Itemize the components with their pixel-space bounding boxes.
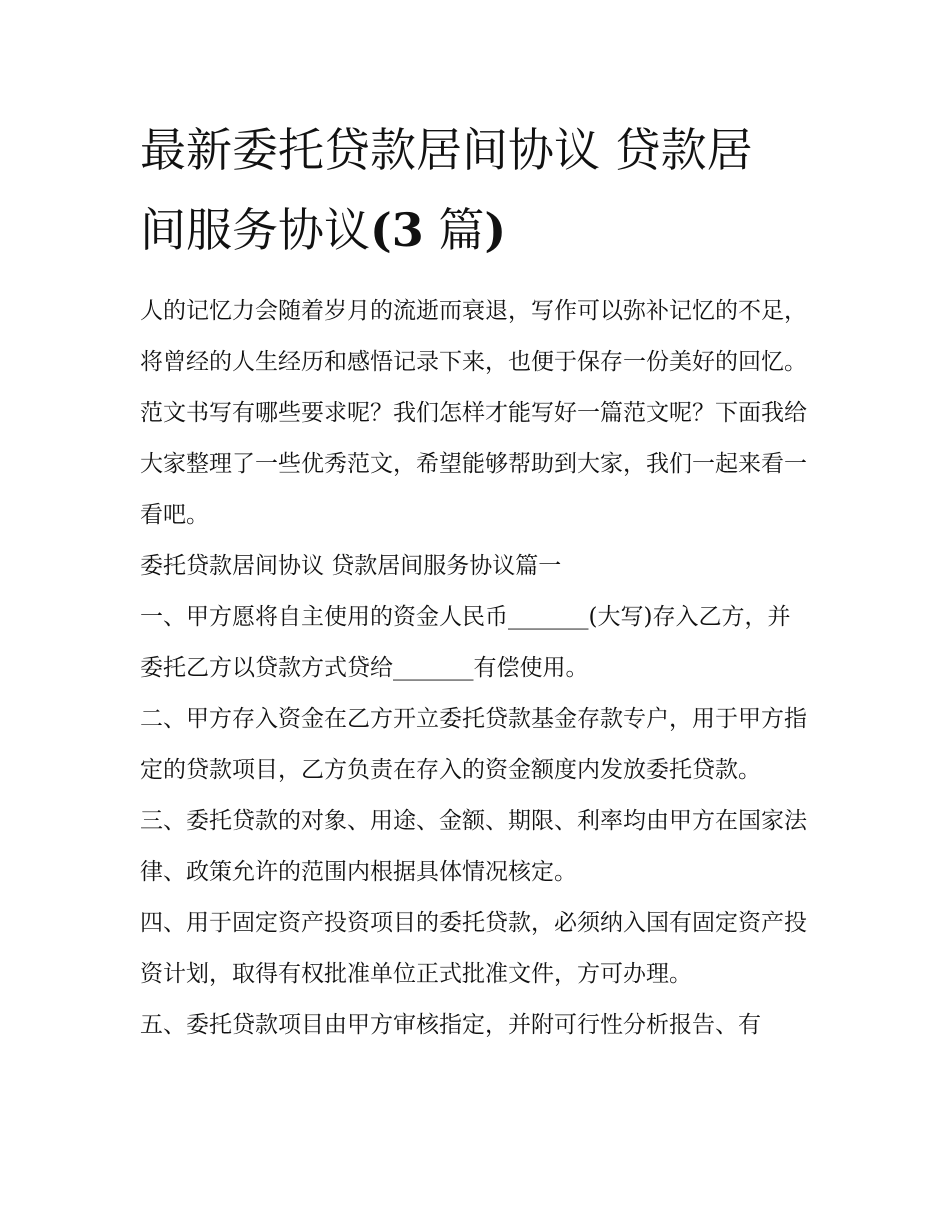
- title-line-2: [140, 203, 506, 257]
- clause-4: 四、用于固定资产投资项目的委托贷款，必须纳入国有固定资产投资计划，取得有权批准单位正式批准文件，方可办理。: [140, 910, 807, 987]
- title-count-unit: 篇: [438, 203, 485, 257]
- clause-3: 三、委托贷款的对象、用途、金额、期限、利率均由甲方在国家法律、政策允许的范围内根据具体情况核定。: [140, 808, 807, 885]
- clause-2: 二、甲方存入资金在乙方开立委托贷款基金存款专户，用于甲方指定的贷款项目，乙方负责在存入的资金额度内发放委托贷款。: [140, 706, 807, 783]
- title-count-open: (3: [370, 203, 424, 257]
- document-body: [140, 286, 812, 1051]
- title-line-2-text: 间服务协议: [140, 203, 370, 257]
- clause-1: 一、甲方愿将自主使用的资金人民币_______(大写)存入乙方，并委托乙方以贷款方式贷给_______有偿使用。: [140, 604, 791, 681]
- document-page: [140, 110, 812, 1051]
- document-title: [140, 110, 812, 270]
- intro-paragraph: 人的记忆力会随着岁月的流逝而衰退，写作可以弥补记忆的不足，将曾经的人生经历和感悟记录下来，也便于保存一份美好的回忆。范文书写有哪些要求呢？我们怎样才能写好一篇范文呢？下面我给大家整理了一些优秀范文，希望能够帮助到大家，我们一起来看一看吧。: [140, 298, 807, 528]
- section-heading: 委托贷款居间协议 贷款居间服务协议篇一: [140, 553, 562, 579]
- clause-5: 五、委托贷款项目由甲方审核指定，并附可行性分析报告、有: [140, 1012, 761, 1038]
- title-line-1: 最新委托贷款居间协议 贷款居: [140, 123, 753, 177]
- title-count-close: ): [484, 203, 507, 257]
